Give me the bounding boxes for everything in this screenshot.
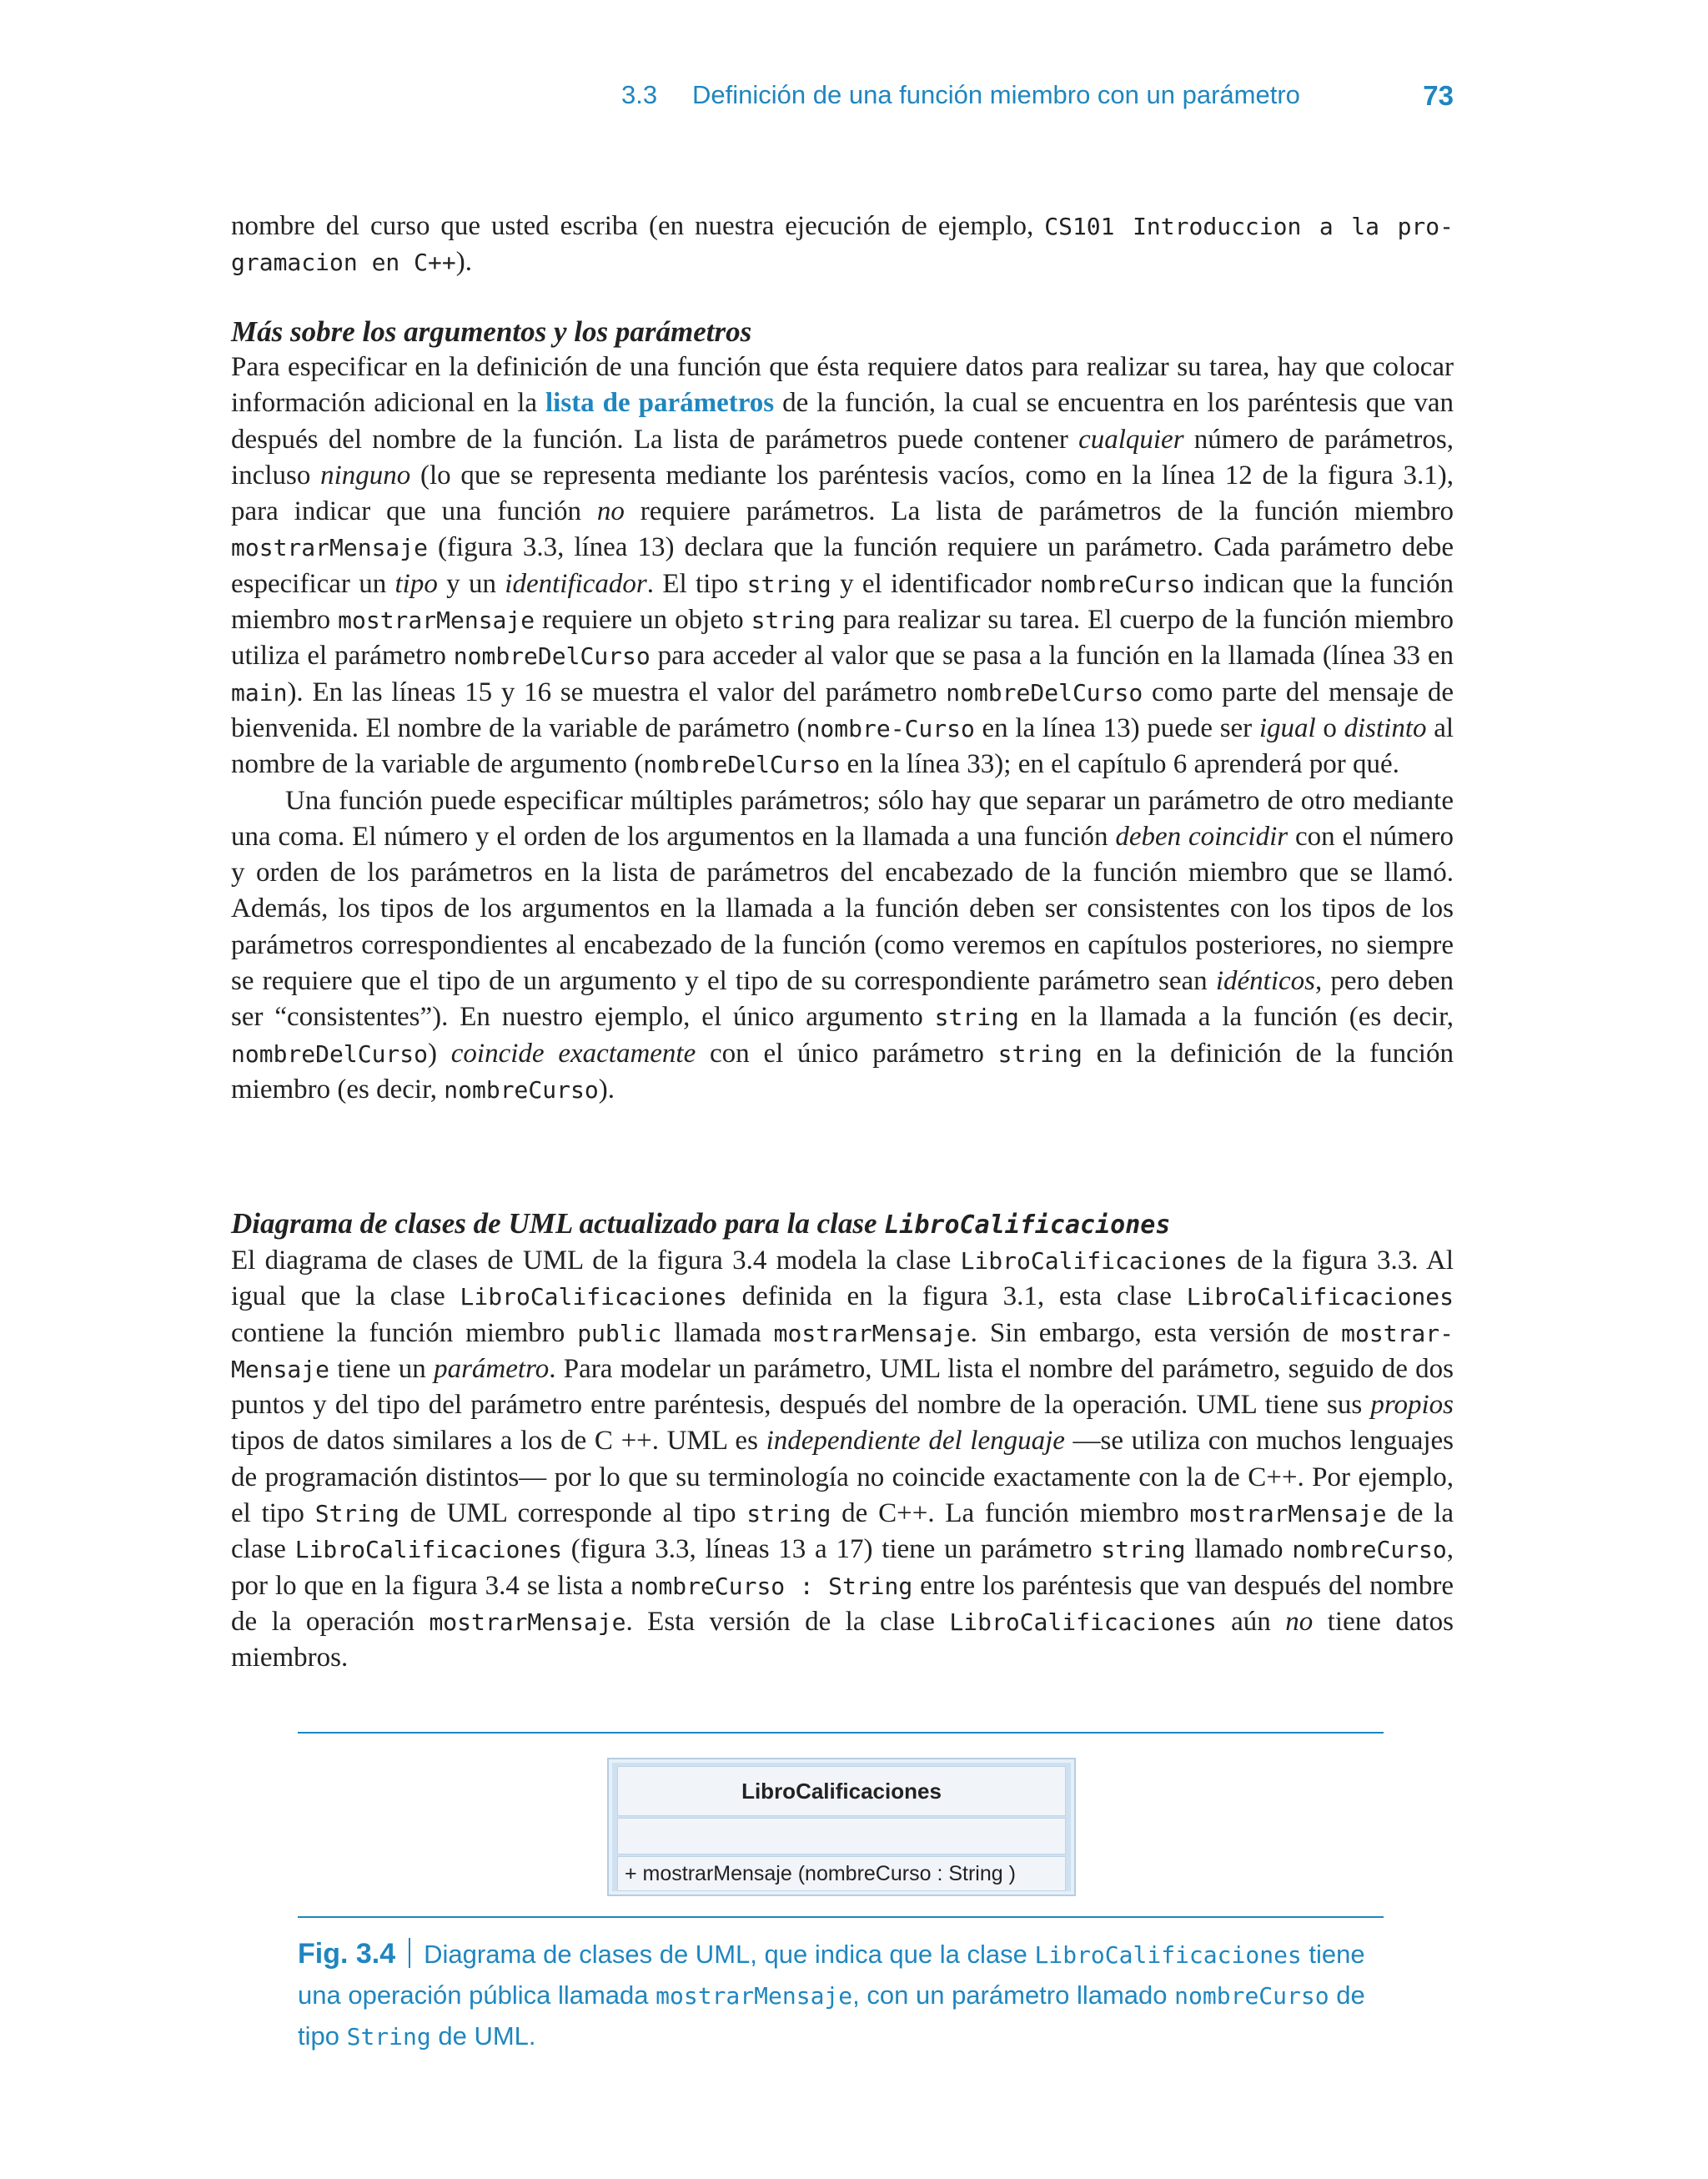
text-run: nombre del curso que usted escriba (en nuestra ejecución de ejemplo,	[231, 211, 1045, 241]
text-run: tiene un	[329, 1353, 435, 1384]
code-run: LibroCalificaciones	[1034, 1941, 1302, 1969]
text-run: o	[1315, 712, 1344, 743]
text-run: con el número y orden de los parámetros en la lista de parámetros del encabezado de la función miembro que se llamó. Además, los tipos de los argumentos en la llamada a la función deben ser consistentes con los tipos de los parámetros correspondientes al encabezado de la función (como veremos en capítulos posteriores, no siempre se requiere que el tipo de un argumento y el tipo de su correspondiente parámetro sean	[231, 821, 1454, 997]
code-run: mostrarMensaje	[773, 1319, 971, 1347]
section-arguments-parameters	[231, 314, 1454, 1108]
code-run: string	[746, 1500, 831, 1528]
paragraph	[231, 783, 1454, 1109]
intro-paragraph-block	[231, 209, 1454, 281]
emphasis: igual	[1258, 712, 1316, 743]
text-run: . Para modelar un parámetro, UML lista el nombre del parámetro, seguido de dos puntos y del tipo del parámetro entre paréntesis, después del nombre de la operación. UML tiene sus	[231, 1353, 1454, 1421]
emphasis: independiente del lenguaje	[766, 1426, 1065, 1457]
running-head	[621, 80, 1454, 120]
text-run: para realizar su tarea. El cuerpo de la función miembro utiliza el parámetro	[231, 605, 1454, 672]
figure-bottom-rule	[298, 1916, 1384, 1918]
emphasis: no	[596, 496, 625, 527]
text-run: . Esta versión de la clase	[625, 1606, 950, 1637]
uml-class-diagram	[607, 1758, 1076, 1896]
page-number: 73	[1423, 80, 1454, 111]
text-run: contiene la función miembro	[231, 1317, 578, 1348]
text-run: indican que la función miembro	[231, 568, 1454, 636]
text-run: , por lo que en la figura 3.4 se lista a	[231, 1534, 1454, 1601]
text-run: ). En las líneas 15 y 16 se muestra el valor del parámetro	[287, 677, 947, 707]
code-run: LibroCalificaciones	[294, 1536, 563, 1564]
code-run: LibroCalificaciones	[949, 1608, 1217, 1636]
text-run: de la función, la cual se encuentra en los paréntesis que van después del nombre de la función. La lista de parámetros puede contener	[231, 388, 1454, 455]
uml-class-name: LibroCalificaciones	[617, 1766, 1066, 1816]
text-run: definida en la figura 3.1, esta clase	[726, 1281, 1187, 1312]
text-run: , con un parámetro llamado	[852, 1980, 1175, 2010]
key-term: lista de parámetros	[545, 388, 775, 419]
emphasis: ninguno	[320, 460, 411, 491]
figure-top-rule	[298, 1732, 1384, 1734]
code-run: nombreDelCurso	[453, 642, 651, 671]
code-run: nombreCurso	[1039, 570, 1195, 598]
text-run: —se utiliza con muchos lenguajes de programación distintos— por lo que su terminología no coincide exactamente con la de C++. Por ejemplo, el tipo	[231, 1426, 1454, 1529]
code-run: nombreCurso	[1174, 1982, 1329, 2010]
uml-attributes-compartment	[617, 1818, 1066, 1854]
heading-text: Diagrama de clases de UML actualizado para la clase	[231, 1207, 885, 1240]
text-run: Una función puede especificar múltiples parámetros; sólo hay que separar un parámetro de otro mediante una coma. El número y el orden de los argumentos en la llamada a una función	[231, 785, 1454, 852]
text-run: en la línea 33); en el capítulo 6 aprenderá por qué.	[840, 749, 1399, 780]
text-run: en la llamada a la función (es decir,	[1018, 1002, 1454, 1033]
code-run: nombreCurso	[1292, 1536, 1447, 1564]
code-run: nombreCurso : String	[630, 1572, 913, 1600]
text-run: requiere un objeto	[535, 605, 751, 636]
emphasis: no	[1285, 1606, 1314, 1637]
section-heading: Más sobre los argumentos y los parámetros	[231, 315, 752, 348]
text-run: al nombre de la variable de argumento (	[231, 712, 1454, 780]
text-run: de UML.	[430, 2021, 536, 2051]
text-run: y un	[437, 568, 505, 599]
text-run: de UML corresponde al tipo	[399, 1498, 747, 1529]
emphasis: idénticos	[1215, 966, 1315, 997]
emphasis: propios	[1370, 1390, 1454, 1421]
text-run: tipos de datos similares a los de C ++. UML es	[231, 1426, 766, 1457]
text-run: entre los paréntesis que van después del nombre de la operación	[231, 1570, 1454, 1637]
code-run: LibroCalificaciones	[1186, 1283, 1454, 1311]
emphasis: identificador	[505, 568, 647, 599]
figure-label: Fig. 3.4	[298, 1938, 396, 1970]
text-run: ).	[455, 247, 472, 278]
text-run: número de parámetros, incluso	[231, 424, 1454, 491]
code-run: string	[751, 606, 836, 635]
code-run: nombreDelCurso	[231, 1039, 429, 1068]
code-run: mostrar-Mensaje	[231, 1319, 1454, 1383]
text-run: aún	[1216, 1606, 1286, 1637]
emphasis: distinto	[1344, 712, 1427, 743]
text-run: tiene datos miembros.	[231, 1606, 1454, 1673]
code-run: mostrarMensaje	[1189, 1500, 1387, 1528]
code-run: mostrarMensaje	[429, 1608, 626, 1636]
text-run: Para especificar en la definición de una función que ésta requiere datos para realizar su tarea, hay que colocar información adicional en la	[231, 352, 1454, 419]
emphasis: tipo	[394, 568, 438, 599]
code-run: main	[231, 678, 288, 707]
text-run: para acceder al valor que se pasa a la función en la llamada (línea 33 en	[650, 641, 1454, 672]
code-run: CS101 Introduccion a la pro-gramacion en C++	[231, 213, 1454, 277]
text-run: (lo que se representa mediante los paréntesis vacíos, como en la línea 12 de la figura 3.1), para indicar que una función	[231, 460, 1454, 527]
paragraph	[231, 350, 1454, 783]
text-run: llamada	[661, 1317, 774, 1348]
section-number: 3.3	[621, 80, 658, 109]
text-run: como parte del mensaje de bienvenida. El nombre de la variable de parámetro (	[231, 677, 1454, 743]
figure-caption	[298, 1934, 1390, 2057]
text-run: en la línea 13) puede ser	[974, 712, 1259, 743]
text-run: en la definición de la función miembro (es decir,	[231, 1038, 1454, 1105]
emphasis: cualquier	[1078, 424, 1184, 455]
emphasis: coincide exactamente	[450, 1038, 696, 1069]
code-run: string	[1101, 1536, 1186, 1564]
emphasis: parámetro	[434, 1353, 550, 1384]
paragraph	[231, 1243, 1454, 1677]
code-run: public	[577, 1319, 662, 1347]
text-run: de C++. La función miembro	[831, 1498, 1190, 1529]
text-run: requiere parámetros. La lista de parámetros de la función miembro	[624, 496, 1454, 527]
code-run: nombreDelCurso	[643, 751, 841, 779]
text-run: El diagrama de clases de UML de la figura 3.4 modela la clase	[231, 1246, 961, 1276]
text-run: , pero deben ser “consistentes”). En nuestro ejemplo, el único argumento	[231, 966, 1454, 1033]
text-run: de la clase	[231, 1498, 1454, 1565]
code-run: String	[314, 1500, 399, 1528]
text-run: de tipo	[298, 1980, 1365, 2051]
code-run: LibroCalificaciones	[460, 1283, 727, 1311]
code-run: mostrarMensaje	[656, 1982, 853, 2010]
code-run: nombre-Curso	[806, 714, 975, 742]
code-run: string	[997, 1039, 1083, 1068]
text-run: . El tipo	[646, 568, 747, 599]
uml-operation: + mostrarMensaje (nombreCurso : String )	[617, 1856, 1066, 1891]
code-run: LibroCalificaciones	[960, 1247, 1228, 1275]
code-run: String	[346, 2023, 431, 2051]
text-run: . Sin embargo, esta versión de	[970, 1317, 1342, 1348]
code-run: mostrarMensaje	[231, 534, 429, 562]
caption-divider	[409, 1938, 410, 1968]
text-run: (figura 3.3, líneas 13 a 17) tiene un parámetro	[562, 1534, 1102, 1565]
text-run: (figura 3.3, línea 13) declara que la función requiere un parámetro. Cada parámetro debe especificar un	[231, 532, 1454, 599]
code-run: nombreCurso	[444, 1075, 599, 1104]
emphasis: deben coincidir	[1115, 821, 1289, 852]
code-run: mostrarMensaje	[338, 606, 535, 635]
code-run: nombreDelCurso	[946, 678, 1143, 707]
text-run: tiene una operación pública llamada	[298, 1940, 1365, 2010]
text-run: llamado	[1185, 1534, 1293, 1565]
text-run: ).	[598, 1074, 615, 1105]
section-uml-diagram	[231, 1205, 1454, 1677]
section-title: Definición de una función miembro con un parámetro	[692, 80, 1300, 109]
text-run: )	[428, 1038, 451, 1069]
code-run: string	[934, 1004, 1019, 1032]
text-run: Diagrama de clases de UML, que indica que la clase	[424, 1940, 1035, 1969]
code-run: string	[746, 570, 831, 598]
text-run: y el identificador	[831, 568, 1040, 599]
section-heading	[231, 1205, 1454, 1243]
heading-code: LibroCalificaciones	[884, 1210, 1171, 1240]
text-run: de la figura 3.3. Al igual que la clase	[231, 1246, 1454, 1312]
text-run: con el único parámetro	[696, 1038, 998, 1069]
intro-paragraph	[231, 209, 1454, 281]
